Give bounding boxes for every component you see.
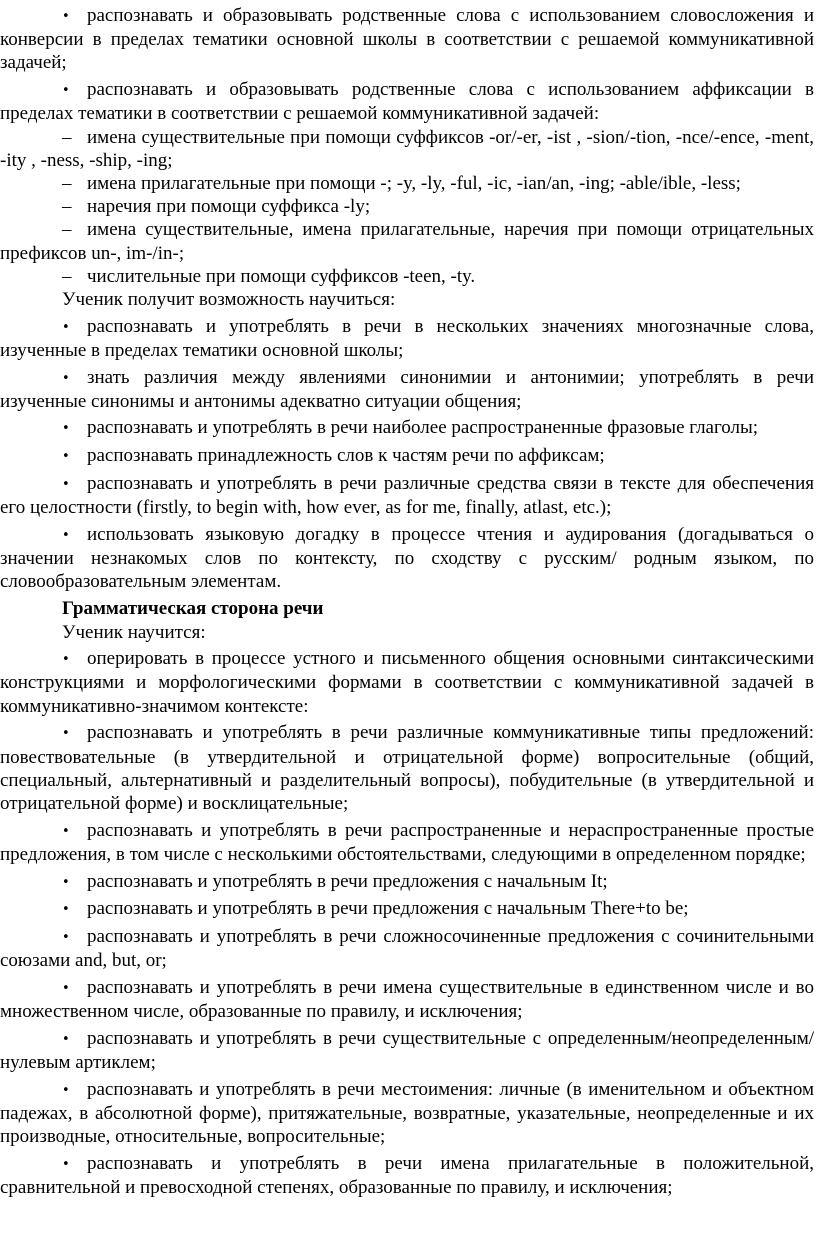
bullet-icon: • xyxy=(62,83,70,99)
bullet-icon: • xyxy=(62,930,70,946)
list-item-text: имена существительные, имена прилагательные, наречия при помощи отрицательных префиксов un-, im-/in-; xyxy=(0,219,814,264)
list-item xyxy=(0,1152,814,1199)
paragraph: Ученик научится: xyxy=(62,621,206,643)
list-item xyxy=(0,444,814,468)
bullet-icon: • xyxy=(62,421,70,437)
list-item xyxy=(0,315,814,362)
bullet-icon: • xyxy=(62,902,70,918)
list-item-text: имена прилагательные при помощи -; -y, -ly, -ful, -ic, -ian/an, -ing; -able/ible, -less; xyxy=(87,172,741,194)
list-item xyxy=(0,265,814,288)
bullet-icon: • xyxy=(62,1156,70,1172)
list-item-text: распознавать и образовывать родственные слова с использованием аффиксации в пределах тематики в соответствии с решаемой коммуникативной задачей: xyxy=(0,79,814,125)
bullet-icon: • xyxy=(62,1082,70,1098)
dash-icon: – xyxy=(62,126,72,148)
bullet-icon: • xyxy=(62,319,70,335)
list-item xyxy=(0,218,814,264)
list-item-text: распознавать и употреблять в речи наиболее распространенные фразовые глаголы; xyxy=(87,417,759,439)
list-item xyxy=(0,126,814,172)
list-item-text: распознавать и употреблять в речи местоимения: личные (в именительном и объектном падежах, в абсолютной форме), притяжательные, возвратные, указательные, неопределенные и их производные, относительные, вопросительные; xyxy=(0,1078,814,1148)
bullet-icon: • xyxy=(62,874,70,890)
dash-icon: – xyxy=(62,265,72,287)
list-item-text: распознавать принадлежность слов к частям речи по аффиксам; xyxy=(87,445,605,467)
list-item xyxy=(0,472,814,519)
bullet-icon: • xyxy=(62,370,70,386)
bullet-icon: • xyxy=(62,449,70,465)
list-item-text: числительные при помощи суффиксов -teen, -ty. xyxy=(87,265,476,287)
dash-icon: – xyxy=(62,219,72,241)
list-item xyxy=(0,172,814,195)
list-item xyxy=(0,721,814,815)
list-item xyxy=(0,78,814,125)
list-item xyxy=(0,897,814,921)
list-item xyxy=(0,195,814,218)
section-heading: Грамматическая сторона речи xyxy=(62,598,324,620)
list-item xyxy=(0,647,814,718)
list-item-text: распознавать и употреблять в речи предложения с начальным There+to be; xyxy=(87,898,689,920)
list-item-text: распознавать и употреблять в речи распространенные и нераспространенные простые предложения, в том числе с несколькими обстоятельствами, следующими в определенном порядке; xyxy=(0,819,814,865)
dash-icon: – xyxy=(62,196,72,218)
bullet-icon: • xyxy=(62,476,70,492)
list-item xyxy=(0,870,814,894)
bullet-icon: • xyxy=(62,980,70,996)
dash-icon: – xyxy=(62,172,72,194)
list-item-text: распознавать и употреблять в речи различные средства связи в тексте для обеспечения его целостности (firstly, to begin with, how ever, as for me, finally, atlast, etc.); xyxy=(0,472,814,519)
list-item xyxy=(0,1027,814,1074)
paragraph: Ученик получит возможность научиться: xyxy=(62,288,396,310)
bullet-icon: • xyxy=(62,1031,70,1047)
bullet-icon: • xyxy=(62,652,70,668)
list-item xyxy=(0,925,814,972)
list-item xyxy=(0,416,814,440)
list-item-text: оперировать в процессе устного и письменного общения основными синтаксическими конструкциями и морфологическими формами в соответствии с коммуникативной задачей в коммуникативно-значимом контексте: xyxy=(0,648,814,717)
list-item xyxy=(0,976,814,1023)
list-item-text: распознавать и употреблять в речи имена прилагательные в положительной, сравнительной и превосходной степенях, образованные по правилу, и исключения; xyxy=(0,1152,814,1199)
bullet-icon: • xyxy=(62,9,70,24)
list-item-text: распознавать и употреблять в речи сложносочиненные предложения с сочинительными союзами and, but, or; xyxy=(0,926,814,972)
list-item-text: знать различия между явлениями синонимии и антонимии; употреблять в речи изученные синонимы и антонимы адекватно ситуации общения; xyxy=(0,366,814,412)
list-item-text: распознавать и образовывать родственные слова с использованием словосложения и конверсии в пределах тематики основной школы в соответствии с решаемой коммуникативной задачей; xyxy=(0,5,814,74)
bullet-icon: • xyxy=(62,527,70,543)
bullet-icon: • xyxy=(62,823,70,839)
list-item-text: распознавать и употреблять в речи в нескольких значениях многозначные слова, изученные в пределах тематики основной школы; xyxy=(0,315,814,361)
list-item-text: имена существительные при помощи суффиксов -or/-er, -ist , -sion/-tion, -nce/-ence, -ment, -ity , -ness, -ship, -ing; xyxy=(0,126,814,171)
list-item xyxy=(0,523,814,594)
list-item xyxy=(0,819,814,866)
list-item-text: использовать языковую догадку в процессе чтения и аудирования (догадываться о значении незнакомых слов по контексту, по сходству с русским/ родным языком, по словообразовательным элементам. xyxy=(0,523,814,593)
list-item xyxy=(0,1078,814,1149)
list-item xyxy=(0,4,814,75)
list-item-text: распознавать и употреблять в речи предложения с начальным It; xyxy=(87,870,608,892)
list-item-text: распознавать и употреблять в речи существительные с определенным/неопределенным/нулевым артиклем; xyxy=(0,1027,814,1074)
list-item-text: наречия при помощи суффикса -ly; xyxy=(87,196,371,218)
list-item xyxy=(0,366,814,413)
bullet-icon: • xyxy=(62,726,70,742)
list-item-text: распознавать и употреблять в речи имена существительные в единственном числе и во множественном числе, образованные по правилу, и исключения; xyxy=(0,976,814,1023)
list-item-text: распознавать и употреблять в речи различные коммуникативные типы предложений: повествовательные (в утвердительной и отрицательной форме) вопросительные (общий, специальный, альтернативный и разделительный вопросы), побудительные (в утвердительной и отрицательной форме) и восклицательные; xyxy=(0,722,814,814)
